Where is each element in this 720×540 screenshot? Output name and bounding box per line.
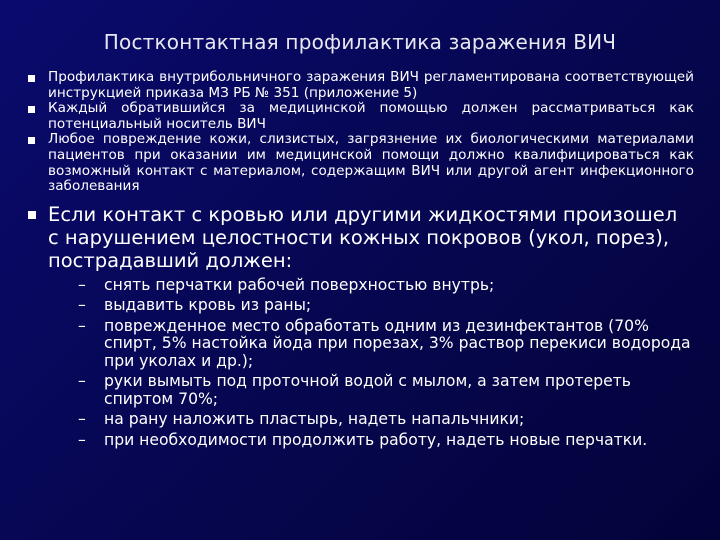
dash-bullet-icon: – — [78, 372, 86, 391]
bullet-text: Профилактика внутрибольничного заражения ВИЧ регламентирована соответствующей инструкцией приказа МЗ РБ № 351 (приложение 5) — [48, 69, 694, 101]
dash-bullet-icon: – — [78, 296, 86, 315]
sub-item-text: поврежденное место обработать одним из дезинфектантов (70% спирт, 5% настойка йода при порезах, 3% раствор перекиси водорода при уколах и др.); — [104, 316, 691, 370]
bullet-item — [26, 101, 694, 132]
sub-item — [78, 318, 694, 371]
sub-item-text: при необходимости продолжить работу, надеть новые перчатки. — [104, 430, 648, 449]
square-bullet-icon — [28, 75, 35, 82]
bullet-list — [26, 70, 694, 452]
bullet-text: Каждый обратившийся за медицинской помощью должен рассматриваться как потенциальный носитель ВИЧ — [48, 100, 694, 132]
sub-item-text: снять перчатки рабочей поверхностью внутрь; — [104, 275, 495, 294]
sub-item — [78, 411, 694, 429]
bullet-text: Если контакт с кровью или другими жидкостями произошел с нарушением целостности кожных покровов (укол, порез), пострадавший должен: — [48, 202, 678, 272]
sub-item — [78, 297, 694, 315]
sub-item-text: выдавить кровь из раны; — [104, 296, 312, 315]
sub-item — [78, 432, 694, 450]
bullet-item — [26, 132, 694, 194]
dash-bullet-icon: – — [78, 430, 86, 449]
sub-item — [78, 373, 694, 408]
dash-bullet-icon: – — [78, 275, 86, 294]
bullet-item — [26, 70, 694, 101]
sub-item-text: на рану наложить пластырь, надеть напальчники; — [104, 410, 525, 429]
square-bullet-icon — [28, 211, 36, 219]
sub-item — [78, 277, 694, 295]
dash-bullet-icon: – — [78, 410, 86, 429]
dash-bullet-icon: – — [78, 316, 86, 335]
sub-item-list — [48, 277, 694, 450]
square-bullet-icon — [28, 106, 35, 113]
bullet-item — [26, 203, 694, 450]
bullet-text: Любое повреждение кожи, слизистых, загрязнение их биологическими материалами пациентов при оказании им медицинской помощи должно квалифицироваться как возможный контакт с материалом, содержащим ВИЧ или другой агент инфекционного заболевания — [48, 131, 694, 195]
sub-item-text: руки вымыть под проточной водой с мылом, а затем протереть спиртом 70%; — [104, 372, 631, 408]
slide-title: Постконтактная профилактика заражения ВИЧ — [103, 30, 617, 54]
square-bullet-icon — [28, 137, 35, 144]
